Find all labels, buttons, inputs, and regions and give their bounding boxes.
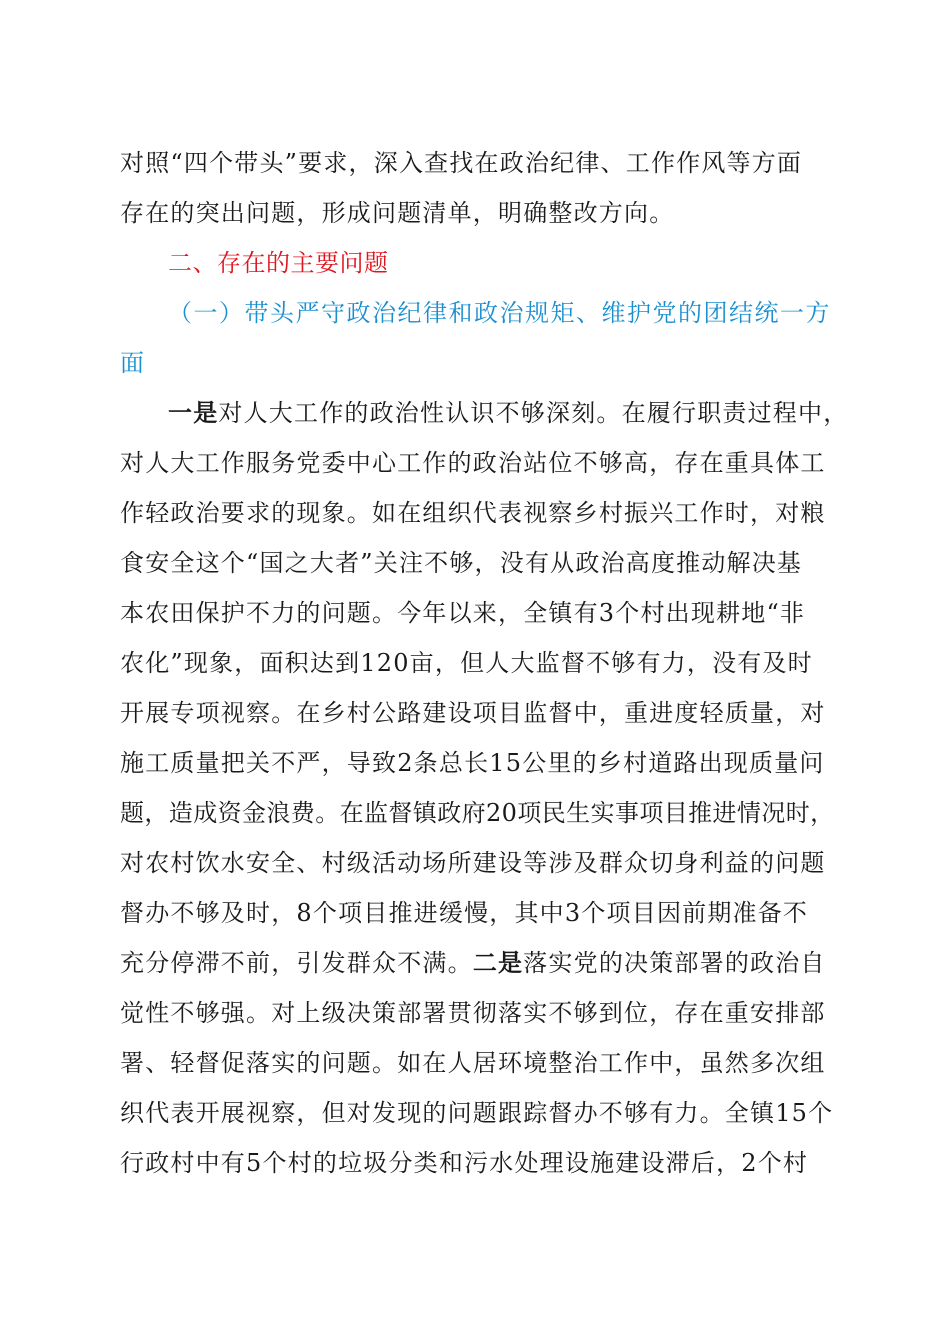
section-heading: 二、存在的主要问题 — [168, 249, 389, 277]
tail-line-3: 织代表开展视察，但对发现的问题跟踪督办不够有力。全镇15个 — [120, 1099, 834, 1127]
mixed-line-before: 充分停滞不前，引发群众不满。 — [120, 949, 473, 977]
body-line-10: 督办不够及时，8个项目推进缓慢，其中3个项目因前期准备不 — [120, 899, 809, 927]
paragraph-first-line — [168, 398, 848, 428]
point-one-label: 一是 — [168, 399, 219, 427]
point-two-label: 二是 — [472, 949, 524, 977]
point-one-text: 对人大工作的政治性认识不够深刻。在履行职责过程中， — [218, 399, 849, 427]
intro-line-2: 存在的突出问题，形成问题清单，明确整改方向。 — [120, 199, 675, 227]
intro-line-1: 对照“四个带头”要求，深入查找在政治纪律、工作作风等方面 — [120, 149, 803, 177]
body-line-2: 作轻政治要求的现象。如在组织代表视察乡村振兴工作时，对粮 — [120, 499, 826, 527]
subsection-heading-line-2: 面 — [120, 349, 146, 377]
tail-line-4: 行政村中有5个村的垃圾分类和污水处理设施建设滞后，2个村 — [120, 1149, 809, 1177]
body-line-8: 题，造成资金浪费。在监督镇政府20项民生实事项目推进情况时， — [120, 799, 835, 827]
tail-line-2: 署、轻督促落实的问题。如在人居环境整治工作中，虽然多次组 — [120, 1049, 826, 1077]
body-line-4: 本农田保护不力的问题。今年以来，全镇有3个村出现耕地“非 — [120, 599, 806, 627]
body-line-3: 食安全这个“国之大者”关注不够，没有从政治高度推动解决基 — [120, 549, 803, 577]
subsection-heading-line-1: （一）带头严守政治纪律和政治规矩、维护党的团结统一方 — [168, 299, 831, 327]
body-line-5: 农化”现象，面积达到120亩，但人大监督不够有力，没有及时 — [120, 649, 813, 677]
body-line-1: 对人大工作服务党委中心工作的政治站位不够高，存在重具体工 — [120, 449, 826, 477]
mixed-line — [120, 948, 826, 978]
mixed-line-after: 落实党的决策部署的政治自 — [523, 949, 826, 977]
body-line-6: 开展专项视察。在乡村公路建设项目监督中，重进度轻质量，对 — [120, 699, 826, 727]
body-line-7: 施工质量把关不严，导致2条总长15公里的乡村道路出现质量问 — [120, 749, 825, 777]
body-line-9: 对农村饮水安全、村级活动场所建设等涉及群众切身利益的问题 — [120, 849, 826, 877]
tail-line-1: 觉性不够强。对上级决策部署贯彻落实不够到位，存在重安排部 — [120, 999, 826, 1027]
